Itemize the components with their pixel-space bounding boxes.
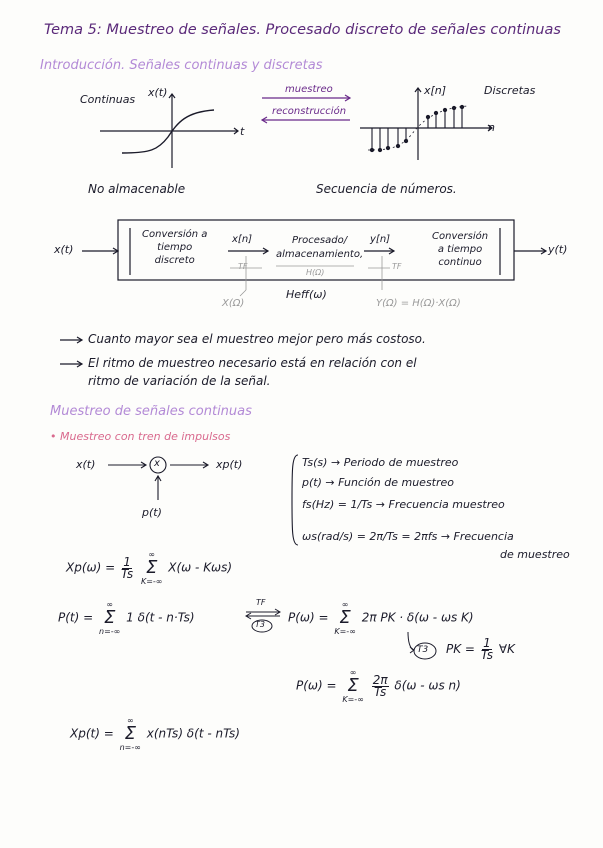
cont-axis-x-label: t [240,125,245,138]
block-output: y(t) [548,243,568,256]
eq-pk-den: Ts [480,648,493,662]
tf-left: TF [238,262,248,271]
reconstruction-arrow-label: reconstrucción [272,106,347,117]
eq-pt-sum [99,600,120,636]
stage-sampling [142,228,207,267]
discrete-plot [360,88,492,160]
sigma-symbol: Σ [146,557,158,578]
eq-xp-omega-sum-bot: K=-∞ [140,577,163,586]
eq-xpt-sum-top: ∞ [126,716,134,725]
def-ws: ωs(rad/s) = 2π/Ts = 2πfs → Frecuencia [302,530,514,543]
eq-pk-lhs: PK = [446,642,475,656]
sampling-diagram [108,455,298,545]
heff-label: Heff(ω) [286,288,327,301]
eq-pk [446,638,515,661]
def-ws-lhs: ωs(rad/s) = 2π/Ts = 2πfs [302,530,438,543]
signal-xn: x[n] [232,234,253,245]
eq-pw2-lhs: P(ω) = [296,678,337,693]
diag-xp: xp(t) [216,458,243,471]
def-ts-rhs: Periodo de muestreo [343,456,459,469]
eq-xpt-body: x(nTs) δ(t - nTs) [146,726,240,741]
sigma-symbol: Σ [347,675,359,696]
sigma-symbol: Σ [124,723,136,744]
stage-recon-line2: a tiempo [437,244,483,255]
def-pt-rhs: Función de muestreo [338,476,455,489]
sequence-note: Secuencia de números. [316,182,457,196]
eq-pk-forall: ∀K [498,642,515,656]
stage-processing-line1: Procesado/ [292,235,348,246]
stage-processing [276,234,363,262]
t13-label: T3 [417,645,429,655]
block-input: x(t) [54,243,74,256]
eq-xpt-sum [120,716,141,752]
x-omega-label: X(Ω) [222,298,245,309]
page-title: Tema 5: Muestreo de señales. Procesado discreto de señales continuas [44,22,561,38]
disc-axis-y-label: x[n] [424,84,447,97]
eq-pw2-sum-top: ∞ [349,668,357,677]
stage-processing-line2: almacenamiento, [276,249,364,260]
eq-pw-sum [334,600,356,636]
eq-pw [288,600,474,636]
eq-xp-omega-body: X(ω - Kωs) [168,560,233,575]
defs-brace [292,455,298,545]
eq-xpt [70,716,240,752]
def-pt: p(t) → Función de muestreo [302,476,455,489]
eq-xpt-lhs: Xp(t) = [70,726,114,741]
stage-sampling-line3: discreto [154,255,195,266]
eq-pw-lhs: P(ω) = [288,610,329,625]
def-ts-lhs: Ts(s) [302,456,328,469]
eq-pw2-num: 2π [372,672,388,687]
eq-pt-sum-top: ∞ [106,600,114,609]
def-ts: Ts(s) → Periodo de muestreo [302,456,459,469]
y-relation-label: Y(Ω) = H(Ω)·X(Ω) [376,298,461,309]
tf-right: TF [392,262,402,271]
diag-p: p(t) [142,506,162,519]
sampling-arrow-label: muestreo [285,84,333,95]
diag-mult: x [154,458,160,469]
eq-pw2-sum [342,668,364,704]
def-ws-rhs: Frecuencia [453,530,514,543]
stage-recon-line3: continuo [438,257,482,268]
sampling-heading: Muestreo de señales continuas [50,404,252,419]
sampling-subheading: • Muestreo con tren de impulsos [50,430,231,443]
eq-pt-sum-bot: n=-∞ [99,627,121,636]
stage-reconstruction [432,230,488,269]
eq-xp-omega-lhs: Xp(ω) = [66,560,116,575]
eq-pw-sum-top: ∞ [341,600,349,609]
diag-x: x(t) [76,458,96,471]
bullet-2-line1: El ritmo de muestreo necesario está en relación con el [88,356,417,370]
disc-axis-x-label: n [488,121,495,134]
def-fs-rhs: Frecuencia muestreo [388,498,505,511]
stage-recon-line1: Conversión [432,231,489,242]
eq-pt [58,600,195,636]
eq-pw-body: 2π PK · δ(ω - ωs K) [361,610,474,625]
def-ws-rhs2: de muestreo [500,548,570,561]
stage-sampling-line2: tiempo [157,242,193,253]
sigma-symbol: Σ [103,607,116,628]
eq-pt-lhs: P(t) = [58,610,94,625]
intro-heading: Introducción. Señales continuas y discretas [40,58,323,73]
eq-pw-sum-bot: K=-∞ [334,627,356,636]
eq-pk-frac [481,638,493,661]
eq-pw2-frac [372,672,389,699]
eq-pw2 [296,668,461,704]
eq-xp-omega-sum [141,550,163,586]
bullet-2-line2: ritmo de variación de la señal. [88,374,271,388]
eq-pw2-sum-bot: K=-∞ [342,695,364,704]
def-fs-lhs: fs(Hz) = 1/Ts [302,498,373,511]
def-fs: fs(Hz) = 1/Ts → Frecuencia muestreo [302,498,505,511]
cont-axis-y-label: x(t) [148,86,168,99]
not-storable-note: No almacenable [88,182,186,196]
eq-xp-omega-den: Ts [120,566,134,581]
continuous-label: Continuas [80,93,136,106]
sigma-symbol: Σ [339,607,351,628]
bullet-arrows [60,337,82,367]
eq-xpt-sum-bot: n=-∞ [119,743,141,752]
eq-pw2-den: Ts [374,684,387,699]
stage-sampling-line1: Conversión a [142,229,208,240]
eq-xp-omega [66,550,232,586]
h-omega: H(Ω) [306,268,325,277]
eq-xp-omega-frac [120,554,134,581]
signal-yn: y[n] [370,234,391,245]
tf-circle-label: T3 [255,620,265,629]
bullet-1: Cuanto mayor sea el muestreo mejor pero más costoso. [88,332,426,346]
eq-pt-body: 1 δ(t - n·Ts) [126,610,195,625]
def-pt-lhs: p(t) [302,476,322,489]
eq-pw2-body: δ(ω - ωs n) [394,678,461,693]
discrete-label: Discretas [484,84,536,97]
eq-pk-num: 1 [483,636,491,650]
eq-xp-omega-sum-top: ∞ [148,550,156,559]
eq-xp-omega-num: 1 [123,554,131,569]
tf-arrow-label: TF [256,598,266,607]
